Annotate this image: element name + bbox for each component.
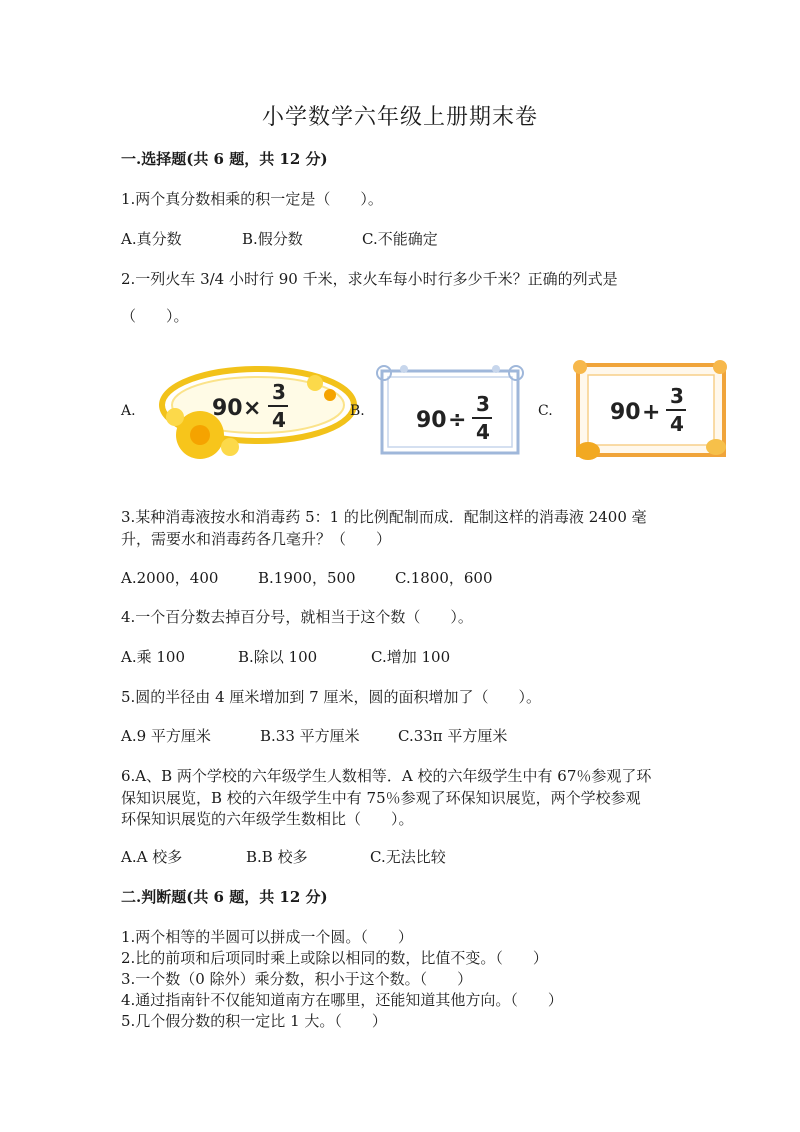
question-6-line1: 6.A、B 两个学校的六年级学生人数相等．A 校的六年级学生中有 67％参观了环: [121, 767, 652, 785]
q2-c-den: 4: [670, 412, 684, 436]
question-6-line3: 环保知识展览的六年级学生数相比（ ）。: [121, 810, 414, 828]
q1-option-c: C.不能确定: [362, 230, 438, 248]
q6-option-c: C.无法比较: [370, 848, 446, 866]
q1-option-b: B.假分数: [242, 230, 303, 248]
q2-label-c: C.: [538, 403, 553, 419]
q4-option-c: C.增加 100: [371, 648, 451, 666]
question-4: 4.一个百分数去掉百分号，就相当于这个数（ ）。: [121, 608, 473, 626]
question-6-line2: 保知识展览，B 校的六年级学生中有 75％参观了环保知识展览，两个学校参观: [121, 789, 641, 807]
q2-a-num: 3: [272, 380, 286, 404]
q3-option-b: B.1900，500: [258, 569, 356, 587]
q2-label-a: A.: [121, 403, 136, 419]
q2-c-whole: 90: [610, 400, 641, 425]
q2-label-b: B.: [350, 403, 365, 419]
q3-option-a: A.2000，400: [121, 569, 219, 587]
question-2-line1: 2.一列火车 3/4 小时行 90 千米，求火车每小时行多少千米？正确的列式是: [121, 270, 618, 288]
q5-option-b: B.33 平方厘米: [260, 727, 360, 745]
question-3-line1: 3.某种消毒液按水和消毒药 5：1 的比例配制而成．配制这样的消毒液 2400 毫: [121, 508, 647, 526]
page-title: 小学数学六年级上册期末卷: [261, 105, 538, 130]
judge-item-1: 1.两个相等的半圆可以拼成一个圆。（ ）: [121, 928, 413, 946]
q2-b-den: 4: [476, 420, 490, 444]
q6-option-b: B.B 校多: [246, 848, 308, 866]
q4-option-b: B.除以 100: [238, 648, 318, 666]
q2-b-whole: 90: [416, 408, 447, 433]
section1-heading: 一.选择题(共 6 题，共 12 分): [121, 150, 328, 168]
question-5: 5.圆的半径由 4 厘米增加到 7 厘米，圆的面积增加了（ ）。: [121, 688, 541, 706]
q2-a-op: ×: [243, 396, 262, 421]
q2-option-c-image: [568, 355, 733, 465]
q2-a-whole: 90: [212, 396, 243, 421]
judge-item-3: 3.一个数（0 除外）乘分数，积小于这个数。（ ）: [121, 970, 473, 988]
q4-option-a: A.乘 100: [121, 648, 185, 666]
q2-a-den: 4: [272, 408, 286, 432]
q3-option-c: C.1800，600: [395, 569, 493, 587]
judge-item-2: 2.比的前项和后项同时乘上或除以相同的数，比值不变。（ ）: [121, 949, 548, 967]
q2-b-num: 3: [476, 392, 490, 416]
judge-item-4: 4.通过指南针不仅能知道南方在哪里，还能知道其他方向。（ ）: [121, 991, 563, 1009]
question-2-line2: （ ）。: [121, 307, 189, 325]
q2-c-num: 3: [670, 384, 684, 408]
question-3-line2: 升，需要水和消毒药各几毫升？（ ）: [121, 530, 392, 548]
q5-option-a: A.9 平方厘米: [121, 727, 211, 745]
question-1: 1.两个真分数相乘的积一定是（ ）。: [121, 190, 383, 208]
section2-heading: 二.判断题(共 6 题，共 12 分): [121, 888, 328, 906]
q2-c-op: +: [642, 400, 661, 425]
q2-option-b-image: [370, 355, 530, 465]
q5-option-c: C.33π 平方厘米: [398, 727, 508, 745]
q2-option-a-image: [140, 355, 360, 465]
q2-b-op: ÷: [448, 408, 467, 433]
q6-option-a: A.A 校多: [121, 848, 183, 866]
q1-option-a: A.真分数: [121, 230, 182, 248]
judge-item-5: 5.几个假分数的积一定比 1 大。（ ）: [121, 1012, 387, 1030]
